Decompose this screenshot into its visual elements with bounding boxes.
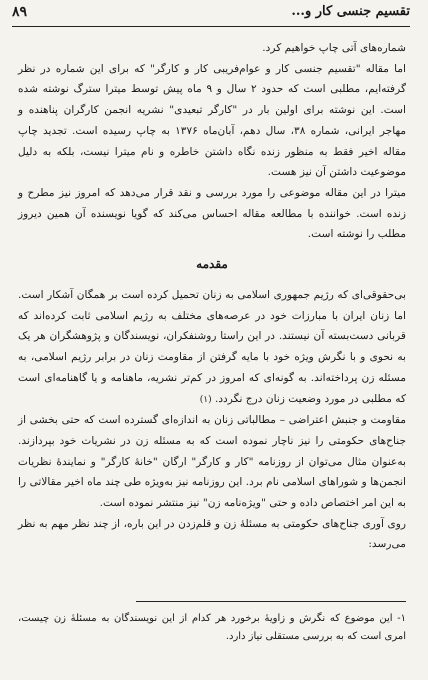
footnote [18, 610, 406, 646]
footnote-text: ۱- این موضوع که نگرش و زاویهٔ برخورد هر کدام از این نویسندگان به مسئلهٔ زن چیست، امری است که به بررسی مستقلی نیاز دارد. [18, 613, 406, 642]
running-title: تقسیم جنسی کار و... [291, 4, 410, 19]
section-heading: مقدمه [196, 257, 228, 272]
paragraph-text: بی‌حقوقی‌ای که رژیم جمهوری اسلامی به زنان تحمیل کرده است بر همگان آشکار است. اما زنان ایران با مبارزات خود در عرصه‌های مختلف به رژیم اسلامی ثابت کرده‌اند که قربانی دست‌بسته آن نیستند. در این راستا روشنفکران، نویسندگان و پژوهشگران هر یک به نحوی و با نگرش ویژه خود با مایه گرفتن از مقاومت زنان در برابر رژیم اسلامی، به مسئله زن پرداخته‌اند. به گونه‌ای که امروز در کم‌تر نشریه، ماهنامه و یا گاهنامه‌ای است که مطلبی در مورد وضعیت زنان درج نگردد. [18, 289, 406, 405]
paragraph: اما مقاله "تقسیم جنسی کار و عوام‌فریبی کار و کارگر" که برای این شماره در نظر گرفته‌ایم، مطلبی است که حدود ۲ سال و ۹ ماه پیش توسط میترا سترگ نوشته شده است. این نوشته برای اولین بار در "کارگر تبعیدی" نشریه انجمن کارگران پناهنده و مهاجر ایرانی، شماره ۳۸، سال دهم، آبان‌ماه ۱۳۷۶ به چاپ رسیده است. تجدید چاپ مقاله اخیر فقط به منظور زنده نگاه داشتن خاطره و نام میترا نیست، بلکه به دلیل موضوعیت داشتن آن نیز هست. [18, 62, 407, 179]
paragraph: مقاومت و جنبش اعتراضی – مطالباتی زنان به اندازه‌ای گسترده است که حتی بخشی از جناح‌های حکومتی را نیز ناچار نموده است که به مسئله زن در نشریات خود بپردازند. به‌عنوان مثال می‌توان از روزنامه "کار و کارگر" ارگان "خانهٔ کارگر" و نمایندهٔ نظریات انجمن‌ها و شوراهای اسلامی نام برد. این روزنامه نیز به‌ویژه طی چند ماه اخیر مقالاتی را به این امر اختصاص داده و حتی "ویژه‌نامه زن" نیز منتشر نموده است. [18, 414, 406, 510]
footnote-rule [136, 601, 406, 602]
header-rule [12, 26, 410, 27]
paragraph: شماره‌های آتی چاپ خواهیم کرد. [262, 42, 406, 54]
paragraph: روی آوری جناح‌های حکومتی به مسئلهٔ زن و قلم‌زدن در این باره، از چند نظر مهم به نظر می‌رسد: [18, 517, 406, 551]
page-header [12, 4, 410, 24]
paragraph [18, 285, 406, 410]
main-text [18, 38, 406, 555]
footnote-marker: (۱) [199, 394, 212, 405]
paragraph: میترا در این مقاله موضوعی را مورد بررسی و نقد قرار می‌دهد که امروز نیز مطرح و زنده است. خواننده با مطالعه مقاله احساس می‌کند که گویا نویسنده آن همین دیروز مطلب را نوشته است. [18, 186, 406, 241]
page-number: ۸۹ [12, 4, 28, 20]
